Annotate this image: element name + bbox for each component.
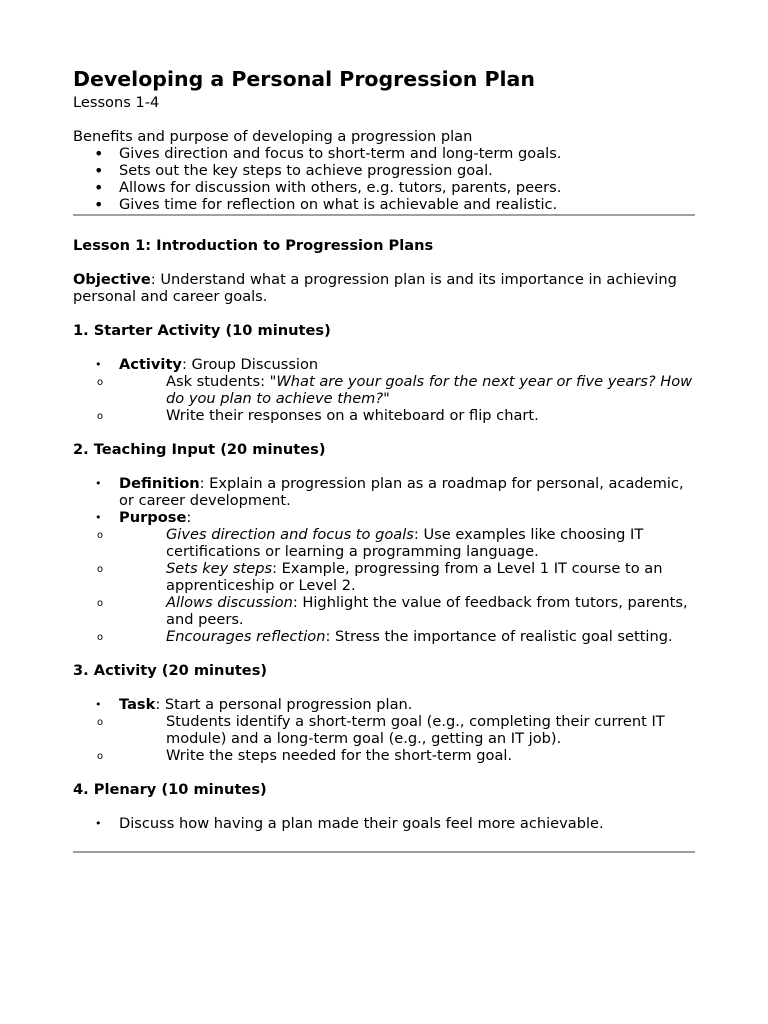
list-item: • Gives direction and focus to short-term and long-term goals. xyxy=(73,145,695,162)
starter-list xyxy=(73,356,695,424)
spacer xyxy=(73,111,695,128)
list-item: • Allows for discussion with others, e.g. tutors, parents, peers. xyxy=(73,179,695,196)
activity-list xyxy=(73,696,695,764)
spacer xyxy=(73,254,695,271)
list-item xyxy=(73,373,695,407)
spacer xyxy=(73,458,695,475)
list-item xyxy=(73,696,695,764)
objective-text: : Understand what a progression plan is and its importance in achieving personal and career goals. xyxy=(73,271,677,305)
task-label: Task xyxy=(119,696,156,713)
list-item xyxy=(73,594,695,628)
starter-heading: 1. Starter Activity (10 minutes) xyxy=(73,322,331,339)
spacer xyxy=(73,832,695,850)
starter-sublist xyxy=(73,373,695,424)
activity-heading: 3. Activity (20 minutes) xyxy=(73,662,268,679)
spacer xyxy=(73,424,695,441)
benefits-list xyxy=(73,145,695,213)
document-page xyxy=(73,64,695,853)
spacer xyxy=(73,305,695,322)
purpose-colon: : xyxy=(186,509,192,526)
purpose-label: Purpose xyxy=(119,509,187,526)
teaching-heading: 2. Teaching Input (20 minutes) xyxy=(73,441,326,458)
point-term: Gives direction and focus to goals xyxy=(166,526,414,543)
spacer xyxy=(73,339,695,356)
point-term: Encourages reflection xyxy=(166,628,326,645)
document-subtitle: Lessons 1-4 xyxy=(73,94,160,111)
list-item: • Discuss how having a plan made their goals feel more achievable. xyxy=(73,815,695,832)
objective-label: Objective xyxy=(73,271,151,288)
point-text: : Highlight the value of feedback from tutors, parents, and peers. xyxy=(166,594,688,628)
definition-label: Definition xyxy=(119,475,200,492)
plenary-list xyxy=(73,815,695,832)
list-item: • Gives time for reflection on what is achievable and realistic. xyxy=(73,196,695,213)
ask-suffix: " xyxy=(383,390,390,407)
list-item: o Students identify a short-term goal (e.g., completing their current IT module) and a long-term goal (e.g., getting an IT job). xyxy=(73,713,695,747)
point-text: : Stress the importance of realistic goal setting. xyxy=(325,628,673,645)
activity-text: : Group Discussion xyxy=(181,356,319,373)
ask-prefix: Ask students: " xyxy=(166,373,277,390)
definition-text: : Explain a progression plan as a roadmap for personal, academic, or career development. xyxy=(119,475,684,509)
spacer xyxy=(73,645,695,662)
point-text: : Example, progressing from a Level 1 IT course to an apprenticeship or Level 2. xyxy=(166,560,663,594)
list-item: o Write their responses on a whiteboard or flip chart. xyxy=(73,407,695,424)
list-item xyxy=(73,356,695,424)
list-item xyxy=(73,560,695,594)
ask-question: What are your goals for the next year or five years? How do you plan to achieve them? xyxy=(166,373,693,407)
document-title: Developing a Personal Progression Plan xyxy=(73,67,535,91)
lesson-title: Lesson 1: Introduction to Progression Plans xyxy=(73,237,434,254)
list-item xyxy=(73,628,695,645)
point-term: Allows discussion xyxy=(166,594,293,611)
spacer xyxy=(73,679,695,696)
list-item xyxy=(73,526,695,560)
point-text: : Use examples like choosing IT certifications or learning a programming language. xyxy=(166,526,644,560)
task-sublist xyxy=(73,713,695,764)
benefits-heading: Benefits and purpose of developing a progression plan xyxy=(73,128,473,145)
spacer xyxy=(73,216,695,237)
spacer xyxy=(73,798,695,815)
list-item xyxy=(73,509,695,645)
list-item: • Sets out the key steps to achieve progression goal. xyxy=(73,162,695,179)
teaching-list xyxy=(73,475,695,645)
spacer xyxy=(73,764,695,781)
point-term: Sets key steps xyxy=(166,560,273,577)
purpose-sublist xyxy=(73,526,695,645)
horizontal-divider xyxy=(73,851,695,853)
list-item xyxy=(73,475,695,509)
task-text: : Start a personal progression plan. xyxy=(155,696,413,713)
activity-label: Activity xyxy=(119,356,182,373)
list-item: o Write the steps needed for the short-term goal. xyxy=(73,747,695,764)
plenary-heading: 4. Plenary (10 minutes) xyxy=(73,781,267,798)
objective xyxy=(73,271,695,305)
